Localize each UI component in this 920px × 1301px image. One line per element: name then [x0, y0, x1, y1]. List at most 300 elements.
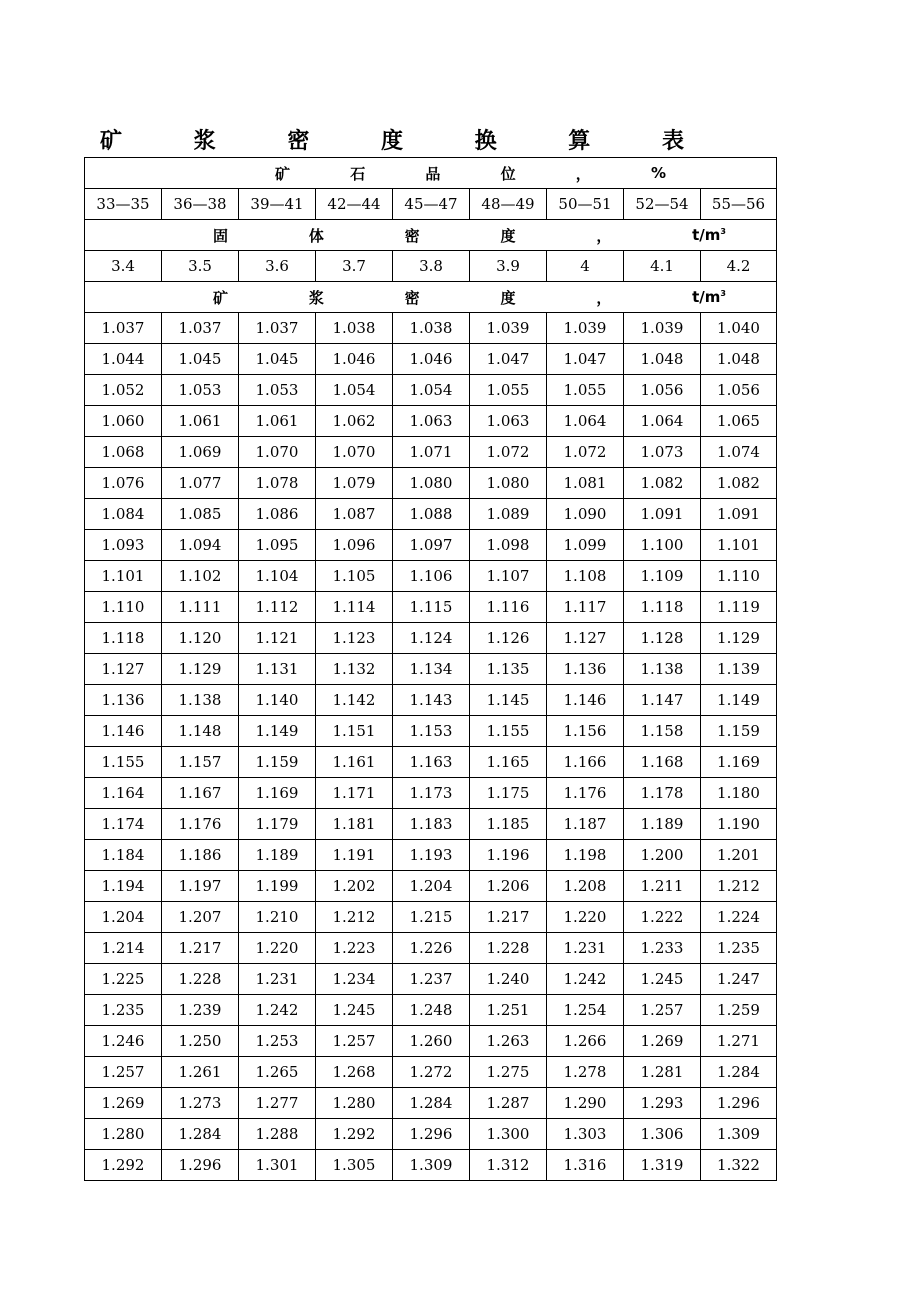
- pulp-density-cell: 1.068: [85, 437, 162, 468]
- pulp-density-cell: 1.101: [701, 530, 777, 561]
- header-char: 矿: [275, 164, 291, 183]
- pulp-density-cell: 1.245: [316, 995, 393, 1026]
- title-char: 表: [661, 128, 684, 154]
- pulp-density-cell: 1.263: [470, 1026, 547, 1057]
- pulp-density-cell: 1.085: [162, 499, 239, 530]
- unit-label: [692, 226, 726, 244]
- pulp-density-cell: 1.296: [393, 1119, 470, 1150]
- pulp-density-cell: 1.072: [470, 437, 547, 468]
- pulp-density-cell: 1.121: [239, 623, 316, 654]
- pulp-density-cell: 1.039: [470, 313, 547, 344]
- pulp-density-cell: 1.215: [393, 902, 470, 933]
- table-row: [85, 871, 777, 902]
- pulp-density-cell: 1.254: [547, 995, 624, 1026]
- pulp-density-cell: 1.081: [547, 468, 624, 499]
- unit-sup: 3: [720, 289, 726, 298]
- pulp-density-cell: 1.242: [547, 964, 624, 995]
- pulp-density-cell: 1.157: [162, 747, 239, 778]
- pulp-density-cell: 1.259: [701, 995, 777, 1026]
- pulp-density-cell: 1.272: [393, 1057, 470, 1088]
- title-char: 度: [380, 128, 403, 154]
- pulp-density-cell: 1.074: [701, 437, 777, 468]
- table-row: [85, 654, 777, 685]
- pulp-density-cell: 1.269: [624, 1026, 701, 1057]
- pulp-density-cell: 1.228: [162, 964, 239, 995]
- pulp-density-cell: 1.189: [239, 840, 316, 871]
- pulp-density-cell: 1.061: [162, 406, 239, 437]
- pulp-density-cell: 1.204: [85, 902, 162, 933]
- pulp-density-cell: 1.108: [547, 561, 624, 592]
- pulp-density-cell: 1.245: [624, 964, 701, 995]
- pulp-density-cell: 1.138: [624, 654, 701, 685]
- pulp-density-cell: 1.268: [316, 1057, 393, 1088]
- pulp-density-cell: 1.119: [701, 592, 777, 623]
- pulp-density-cell: 1.292: [85, 1150, 162, 1181]
- pulp-density-cell: 1.284: [162, 1119, 239, 1150]
- pulp-density-cell: 1.149: [239, 716, 316, 747]
- table-row: [85, 344, 777, 375]
- pulp-density-cell: 1.319: [624, 1150, 701, 1181]
- table-row: [85, 1119, 777, 1150]
- pulp-density-cell: 1.116: [470, 592, 547, 623]
- pulp-density-cell: 1.138: [162, 685, 239, 716]
- table-row: [85, 933, 777, 964]
- pulp-density-cell: 1.039: [624, 313, 701, 344]
- pulp-density-cell: 1.179: [239, 809, 316, 840]
- pulp-density-cell: 1.044: [85, 344, 162, 375]
- pulp-density-cell: 1.037: [239, 313, 316, 344]
- pulp-density-cell: 1.048: [701, 344, 777, 375]
- pulp-density-cell: 1.093: [85, 530, 162, 561]
- ore-grade-cell: 55—56: [701, 189, 777, 220]
- pulp-density-cell: 1.251: [470, 995, 547, 1026]
- pulp-density-cell: 1.189: [624, 809, 701, 840]
- pulp-density-cell: 1.275: [470, 1057, 547, 1088]
- pulp-density-cell: 1.118: [85, 623, 162, 654]
- pulp-density-cell: 1.174: [85, 809, 162, 840]
- pulp-density-cell: 1.037: [85, 313, 162, 344]
- pulp-density-cell: 1.146: [85, 716, 162, 747]
- pulp-density-cell: 1.077: [162, 468, 239, 499]
- pulp-density-cell: 1.143: [393, 685, 470, 716]
- table-row: [85, 747, 777, 778]
- pulp-density-cell: 1.284: [393, 1088, 470, 1119]
- pulp-density-cell: 1.053: [239, 375, 316, 406]
- table-row: [85, 809, 777, 840]
- pulp-density-cell: 1.088: [393, 499, 470, 530]
- solid-density-cell: 4.2: [701, 251, 777, 282]
- header-char: 度: [500, 288, 516, 307]
- solid-density-header: [85, 220, 777, 251]
- pulp-density-cell: 1.168: [624, 747, 701, 778]
- pulp-density-cell: 1.086: [239, 499, 316, 530]
- pulp-density-cell: 1.061: [239, 406, 316, 437]
- pulp-density-cell: 1.102: [162, 561, 239, 592]
- pulp-density-cell: 1.038: [316, 313, 393, 344]
- pulp-density-cell: 1.139: [701, 654, 777, 685]
- ore-grade-cell: 33—35: [85, 189, 162, 220]
- header-char: 体: [308, 226, 324, 245]
- pulp-density-cell: 1.198: [547, 840, 624, 871]
- pulp-density-cell: 1.076: [85, 468, 162, 499]
- pulp-density-cell: 1.072: [547, 437, 624, 468]
- pulp-density-cell: 1.104: [239, 561, 316, 592]
- solid-density-cell: 4: [547, 251, 624, 282]
- pulp-density-cell: 1.278: [547, 1057, 624, 1088]
- title-char: 算: [568, 128, 591, 154]
- pulp-density-cell: 1.191: [316, 840, 393, 871]
- pulp-density-cell: 1.056: [624, 375, 701, 406]
- table-row: [85, 840, 777, 871]
- table-row: [85, 530, 777, 561]
- pulp-density-cell: 1.224: [701, 902, 777, 933]
- pulp-density-cell: 1.055: [470, 375, 547, 406]
- header-char: ，: [575, 164, 591, 183]
- pulp-density-cell: 1.147: [624, 685, 701, 716]
- pulp-density-cell: 1.062: [316, 406, 393, 437]
- pulp-density-cell: 1.118: [624, 592, 701, 623]
- table-row: [85, 313, 777, 344]
- pulp-density-cell: 1.097: [393, 530, 470, 561]
- pulp-density-cell: 1.186: [162, 840, 239, 871]
- pulp-density-cell: 1.046: [316, 344, 393, 375]
- pulp-density-cell: 1.200: [624, 840, 701, 871]
- table-row: [85, 995, 777, 1026]
- pulp-density-cell: 1.165: [470, 747, 547, 778]
- pulp-density-cell: 1.309: [701, 1119, 777, 1150]
- table-row: [85, 716, 777, 747]
- pulp-density-cell: 1.148: [162, 716, 239, 747]
- pulp-density-cell: 1.056: [701, 375, 777, 406]
- conversion-table: [84, 157, 777, 1181]
- pulp-density-cell: 1.257: [85, 1057, 162, 1088]
- header-char: 密: [404, 288, 420, 307]
- solid-density-cell: 3.8: [393, 251, 470, 282]
- table-row: [85, 1057, 777, 1088]
- table-row: [85, 902, 777, 933]
- table-row: [85, 468, 777, 499]
- pulp-density-cell: 1.071: [393, 437, 470, 468]
- pulp-density-cell: 1.176: [547, 778, 624, 809]
- pulp-density-cell: 1.129: [162, 654, 239, 685]
- solid-density-cell: 3.9: [470, 251, 547, 282]
- pulp-density-cell: 1.233: [624, 933, 701, 964]
- pulp-density-cell: 1.261: [162, 1057, 239, 1088]
- pulp-density-cell: 1.091: [624, 499, 701, 530]
- pulp-density-cell: 1.105: [316, 561, 393, 592]
- pulp-density-cell: 1.193: [393, 840, 470, 871]
- pulp-density-cell: 1.159: [239, 747, 316, 778]
- header-char: 位: [500, 164, 516, 183]
- page-title: [84, 122, 776, 156]
- ore-grade-cell: 50—51: [547, 189, 624, 220]
- pulp-density-cell: 1.164: [85, 778, 162, 809]
- pulp-density-cell: 1.206: [470, 871, 547, 902]
- pulp-density-cell: 1.065: [701, 406, 777, 437]
- pulp-density-cell: 1.309: [393, 1150, 470, 1181]
- table-row: [85, 1088, 777, 1119]
- title-char: 密: [287, 128, 310, 154]
- header-char: 品: [425, 164, 441, 183]
- title-char: 换: [474, 128, 497, 154]
- pulp-density-cell: 1.293: [624, 1088, 701, 1119]
- pulp-density-cell: 1.047: [470, 344, 547, 375]
- header-char: 浆: [308, 288, 324, 307]
- pulp-density-cell: 1.167: [162, 778, 239, 809]
- header-char: 固: [213, 226, 229, 245]
- pulp-density-cell: 1.100: [624, 530, 701, 561]
- pulp-density-cell: 1.248: [393, 995, 470, 1026]
- pulp-density-cell: 1.054: [316, 375, 393, 406]
- pulp-density-cell: 1.101: [85, 561, 162, 592]
- pulp-density-cell: 1.111: [162, 592, 239, 623]
- pulp-density-cell: 1.253: [239, 1026, 316, 1057]
- unit-label: [692, 288, 726, 306]
- title-char: 矿: [100, 128, 123, 154]
- pulp-density-cell: 1.045: [239, 344, 316, 375]
- pulp-density-cell: 1.301: [239, 1150, 316, 1181]
- pulp-density-cell: 1.039: [547, 313, 624, 344]
- pulp-density-cell: 1.110: [85, 592, 162, 623]
- table-row: [85, 499, 777, 530]
- header-char: %: [650, 164, 666, 182]
- pulp-density-cell: 1.070: [239, 437, 316, 468]
- pulp-density-cell: 1.145: [470, 685, 547, 716]
- pulp-density-cell: 1.217: [470, 902, 547, 933]
- pulp-density-cell: 1.235: [701, 933, 777, 964]
- pulp-density-cell: 1.212: [701, 871, 777, 902]
- pulp-density-cell: 1.132: [316, 654, 393, 685]
- table-row: [85, 1150, 777, 1181]
- solid-density-cell: 3.5: [162, 251, 239, 282]
- pulp-density-cell: 1.228: [470, 933, 547, 964]
- pulp-density-cell: 1.094: [162, 530, 239, 561]
- header-char: ，: [596, 288, 612, 307]
- pulp-density-cell: 1.296: [162, 1150, 239, 1181]
- solid-density-cell: 3.6: [239, 251, 316, 282]
- solid-density-row: [85, 251, 777, 282]
- pulp-density-cell: 1.054: [393, 375, 470, 406]
- pulp-density-cell: 1.127: [85, 654, 162, 685]
- pulp-density-cell: 1.146: [547, 685, 624, 716]
- ore-grade-header: [85, 158, 777, 189]
- ore-grade-cell: 48—49: [470, 189, 547, 220]
- pulp-density-cell: 1.158: [624, 716, 701, 747]
- pulp-density-cell: 1.246: [85, 1026, 162, 1057]
- pulp-density-cell: 1.136: [547, 654, 624, 685]
- pulp-density-cell: 1.280: [85, 1119, 162, 1150]
- pulp-density-cell: 1.155: [85, 747, 162, 778]
- header-char: 石: [350, 164, 366, 183]
- pulp-density-cell: 1.265: [239, 1057, 316, 1088]
- pulp-density-cell: 1.214: [85, 933, 162, 964]
- pulp-density-cell: 1.201: [701, 840, 777, 871]
- pulp-density-cell: 1.060: [85, 406, 162, 437]
- pulp-density-cell: 1.064: [624, 406, 701, 437]
- pulp-density-cell: 1.090: [547, 499, 624, 530]
- pulp-density-cell: 1.234: [316, 964, 393, 995]
- pulp-density-cell: 1.305: [316, 1150, 393, 1181]
- pulp-density-cell: 1.269: [85, 1088, 162, 1119]
- pulp-density-cell: 1.047: [547, 344, 624, 375]
- pulp-density-cell: 1.127: [547, 623, 624, 654]
- pulp-density-cell: 1.037: [162, 313, 239, 344]
- pulp-density-cell: 1.199: [239, 871, 316, 902]
- pulp-density-cell: 1.089: [470, 499, 547, 530]
- pulp-density-cell: 1.134: [393, 654, 470, 685]
- pulp-density-cell: 1.176: [162, 809, 239, 840]
- pulp-density-cell: 1.242: [239, 995, 316, 1026]
- pulp-density-cell: 1.271: [701, 1026, 777, 1057]
- solid-density-cell: 3.4: [85, 251, 162, 282]
- pulp-density-cell: 1.210: [239, 902, 316, 933]
- table-row: [85, 685, 777, 716]
- pulp-density-cell: 1.187: [547, 809, 624, 840]
- table-row: [85, 375, 777, 406]
- table-row: [85, 592, 777, 623]
- pulp-density-cell: 1.131: [239, 654, 316, 685]
- pulp-density-cell: 1.220: [239, 933, 316, 964]
- title-char: 浆: [193, 128, 216, 154]
- table-row: [85, 623, 777, 654]
- pulp-density-cell: 1.073: [624, 437, 701, 468]
- pulp-density-cell: 1.087: [316, 499, 393, 530]
- pulp-density-cell: 1.204: [393, 871, 470, 902]
- pulp-density-cell: 1.078: [239, 468, 316, 499]
- solid-density-cell: 3.7: [316, 251, 393, 282]
- ore-grade-cell: 52—54: [624, 189, 701, 220]
- pulp-density-cell: 1.183: [393, 809, 470, 840]
- pulp-density-cell: 1.284: [701, 1057, 777, 1088]
- pulp-density-cell: 1.207: [162, 902, 239, 933]
- pulp-density-cell: 1.082: [624, 468, 701, 499]
- pulp-density-cell: 1.120: [162, 623, 239, 654]
- pulp-density-cell: 1.240: [470, 964, 547, 995]
- header-char: 矿: [213, 288, 229, 307]
- pulp-density-cell: 1.080: [393, 468, 470, 499]
- pulp-density-cell: 1.046: [393, 344, 470, 375]
- pulp-density-cell: 1.112: [239, 592, 316, 623]
- pulp-density-cell: 1.098: [470, 530, 547, 561]
- pulp-density-cell: 1.063: [393, 406, 470, 437]
- solid-density-cell: 4.1: [624, 251, 701, 282]
- pulp-density-cell: 1.151: [316, 716, 393, 747]
- pulp-density-cell: 1.084: [85, 499, 162, 530]
- pulp-density-cell: 1.055: [547, 375, 624, 406]
- pulp-density-cell: 1.082: [701, 468, 777, 499]
- ore-grade-row: [85, 189, 777, 220]
- unit-base: t/m: [692, 226, 721, 244]
- pulp-density-cell: 1.194: [85, 871, 162, 902]
- pulp-density-cell: 1.171: [316, 778, 393, 809]
- pulp-density-cell: 1.163: [393, 747, 470, 778]
- pulp-density-cell: 1.064: [547, 406, 624, 437]
- pulp-density-cell: 1.166: [547, 747, 624, 778]
- pulp-density-cell: 1.292: [316, 1119, 393, 1150]
- pulp-density-cell: 1.048: [624, 344, 701, 375]
- pulp-density-cell: 1.123: [316, 623, 393, 654]
- ore-grade-cell: 36—38: [162, 189, 239, 220]
- pulp-density-header: [85, 282, 777, 313]
- pulp-density-cell: 1.290: [547, 1088, 624, 1119]
- pulp-density-cell: 1.312: [470, 1150, 547, 1181]
- unit-sup: 3: [720, 227, 726, 236]
- pulp-density-cell: 1.190: [701, 809, 777, 840]
- pulp-density-cell: 1.280: [316, 1088, 393, 1119]
- pulp-density-cell: 1.080: [470, 468, 547, 499]
- pulp-density-cell: 1.175: [470, 778, 547, 809]
- pulp-density-cell: 1.296: [701, 1088, 777, 1119]
- pulp-density-cell: 1.161: [316, 747, 393, 778]
- pulp-density-cell: 1.300: [470, 1119, 547, 1150]
- table-row: [85, 964, 777, 995]
- ore-grade-cell: 45—47: [393, 189, 470, 220]
- unit-base: t/m: [692, 288, 721, 306]
- pulp-density-cell: 1.235: [85, 995, 162, 1026]
- pulp-density-cell: 1.159: [701, 716, 777, 747]
- pulp-density-cell: 1.181: [316, 809, 393, 840]
- pulp-density-cell: 1.208: [547, 871, 624, 902]
- pulp-density-cell: 1.173: [393, 778, 470, 809]
- pulp-density-cell: 1.260: [393, 1026, 470, 1057]
- pulp-density-cell: 1.040: [701, 313, 777, 344]
- pulp-density-cell: 1.257: [624, 995, 701, 1026]
- pulp-density-cell: 1.217: [162, 933, 239, 964]
- pulp-density-cell: 1.045: [162, 344, 239, 375]
- pulp-density-cell: 1.247: [701, 964, 777, 995]
- pulp-density-cell: 1.110: [701, 561, 777, 592]
- pulp-density-cell: 1.303: [547, 1119, 624, 1150]
- pulp-density-cell: 1.180: [701, 778, 777, 809]
- pulp-density-cell: 1.128: [624, 623, 701, 654]
- pulp-density-cell: 1.142: [316, 685, 393, 716]
- table-row: [85, 1026, 777, 1057]
- table-row: [85, 778, 777, 809]
- pulp-density-cell: 1.124: [393, 623, 470, 654]
- pulp-density-cell: 1.052: [85, 375, 162, 406]
- pulp-density-cell: 1.223: [316, 933, 393, 964]
- pulp-density-cell: 1.239: [162, 995, 239, 1026]
- pulp-density-cell: 1.115: [393, 592, 470, 623]
- pulp-density-cell: 1.222: [624, 902, 701, 933]
- pulp-density-cell: 1.225: [85, 964, 162, 995]
- table-row: [85, 437, 777, 468]
- pulp-density-cell: 1.091: [701, 499, 777, 530]
- pulp-density-cell: 1.196: [470, 840, 547, 871]
- pulp-density-cell: 1.197: [162, 871, 239, 902]
- pulp-density-cell: 1.257: [316, 1026, 393, 1057]
- pulp-density-cell: 1.273: [162, 1088, 239, 1119]
- ore-grade-cell: 39—41: [239, 189, 316, 220]
- pulp-density-cell: 1.117: [547, 592, 624, 623]
- pulp-density-cell: 1.316: [547, 1150, 624, 1181]
- pulp-density-cell: 1.212: [316, 902, 393, 933]
- pulp-density-cell: 1.169: [701, 747, 777, 778]
- pulp-density-cell: 1.135: [470, 654, 547, 685]
- pulp-density-cell: 1.185: [470, 809, 547, 840]
- pulp-density-cell: 1.277: [239, 1088, 316, 1119]
- pulp-density-cell: 1.184: [85, 840, 162, 871]
- pulp-density-cell: 1.095: [239, 530, 316, 561]
- pulp-density-cell: 1.140: [239, 685, 316, 716]
- pulp-density-cell: 1.202: [316, 871, 393, 902]
- pulp-density-cell: 1.053: [162, 375, 239, 406]
- pulp-density-cell: 1.231: [239, 964, 316, 995]
- table-row: [85, 406, 777, 437]
- ore-grade-cell: 42—44: [316, 189, 393, 220]
- pulp-density-cell: 1.250: [162, 1026, 239, 1057]
- pulp-density-cell: 1.099: [547, 530, 624, 561]
